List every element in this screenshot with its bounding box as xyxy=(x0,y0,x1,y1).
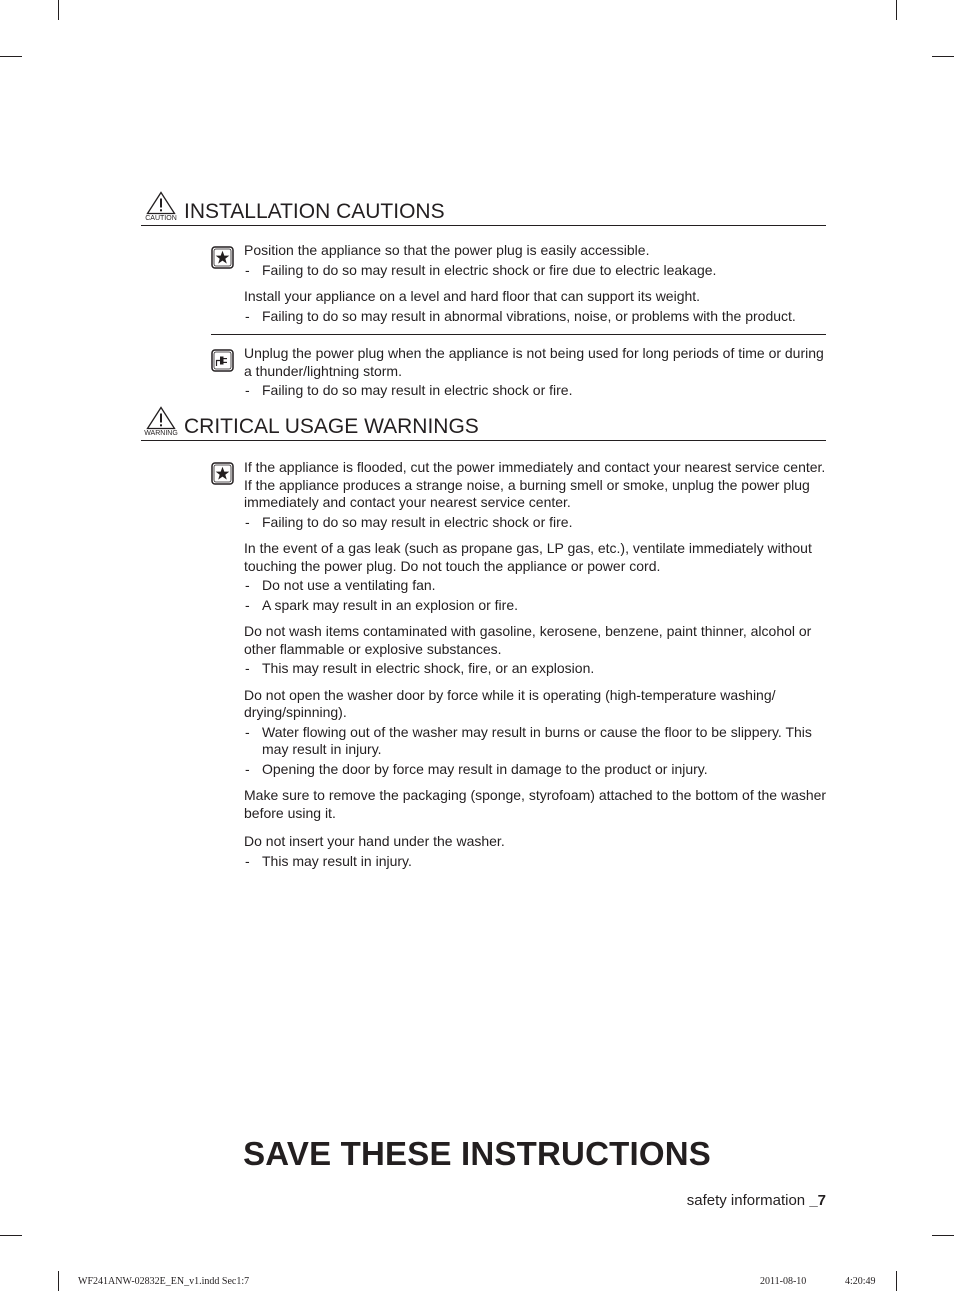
critical-warnings-list xyxy=(244,459,828,870)
instruction-text: If the appliance produces a strange noise, a burning smell or smoke, unplug the power plug immediately and contact your nearest service center. xyxy=(244,476,810,510)
slug-date: 2011-08-10 xyxy=(760,1276,807,1287)
dash-note: - Failing to do so may result in abnormal vibrations, noise, or problems with the product. xyxy=(244,308,828,326)
crop-mark xyxy=(896,1271,897,1291)
section-title: CRITICAL USAGE WARNINGS xyxy=(184,415,479,438)
dash-note: - Failing to do so may result in electric shock or fire due to electric leakage. xyxy=(244,262,828,280)
warning-icon xyxy=(141,406,181,440)
footer-section-name: safety information xyxy=(686,1192,806,1209)
section-title: INSTALLATION CAUTIONS xyxy=(184,200,445,223)
crop-mark xyxy=(58,0,59,20)
warning-icon-label: WARNING xyxy=(144,430,178,437)
slug-filename: WF241ANW-02832E_EN_v1.indd Sec1:7 xyxy=(78,1276,250,1287)
dash-note: - This may result in injury. xyxy=(244,853,828,871)
crop-mark xyxy=(932,1235,954,1236)
dash-note: - Water flowing out of the washer may result in burns or cause the floor to be slippery. This may result in injury. xyxy=(244,724,828,759)
save-instructions-title: SAVE THESE INSTRUCTIONS xyxy=(243,1135,711,1172)
caution-icon xyxy=(141,191,181,225)
instruction-text: Do not open the washer door by force while it is operating (high-temperature washing/ drying/spinning). xyxy=(244,686,776,720)
instruction-text: Position the appliance so that the power plug is easily accessible. xyxy=(244,242,650,258)
crop-mark xyxy=(932,56,954,57)
dash-note: - Failing to do so may result in electric shock or fire. xyxy=(244,382,828,400)
page-footer xyxy=(687,1192,826,1210)
crop-mark xyxy=(896,0,897,20)
instruction-text: Do not insert your hand under the washer. xyxy=(244,833,505,849)
critical-usage-warnings-header xyxy=(141,406,826,441)
instruction-text: If the appliance is flooded, cut the power immediately and contact your nearest service center. xyxy=(244,459,826,475)
instruction-text: Unplug the power plug when the appliance is not being used for long periods of time or during a thunder/lightning storm. xyxy=(244,345,824,379)
installation-cautions-header xyxy=(141,191,826,226)
instruction-text: Do not wash items contaminated with gasoline, kerosene, benzene, paint thinner, alcohol or other flammable or explosive substances. xyxy=(244,623,812,657)
star-icon xyxy=(211,462,234,485)
instruction-text: In the event of a gas leak (such as propane gas, LP gas, etc.), ventilate immediately without touching the power plug. Do not touch the appliance or power cord. xyxy=(244,540,812,574)
dash-note: - Do not use a ventilating fan. xyxy=(244,577,828,595)
caution-icon-label: CAUTION xyxy=(145,215,177,222)
instruction-text: Install your appliance on a level and hard floor that can support its weight. xyxy=(244,288,701,304)
crop-mark xyxy=(0,1235,22,1236)
installation-item-3 xyxy=(244,345,828,400)
crop-mark xyxy=(0,56,22,57)
dash-note: - A spark may result in an explosion or fire. xyxy=(244,597,828,615)
instruction-text: Make sure to remove the packaging (sponge, styrofoam) attached to the bottom of the washer before using it. xyxy=(244,787,827,821)
page-number: _7 xyxy=(809,1192,826,1209)
dash-note: - This may result in electric shock, fire, or an explosion. xyxy=(244,660,828,678)
unplug-icon xyxy=(211,349,234,372)
crop-mark xyxy=(58,1271,59,1291)
star-icon xyxy=(211,246,234,269)
divider xyxy=(211,334,826,335)
slug-time: 4:20:49 xyxy=(845,1276,876,1287)
installation-item-1 xyxy=(244,242,828,325)
dash-note: - Failing to do so may result in electric shock or fire. xyxy=(244,514,828,532)
dash-note: - Opening the door by force may result in damage to the product or injury. xyxy=(244,761,828,779)
